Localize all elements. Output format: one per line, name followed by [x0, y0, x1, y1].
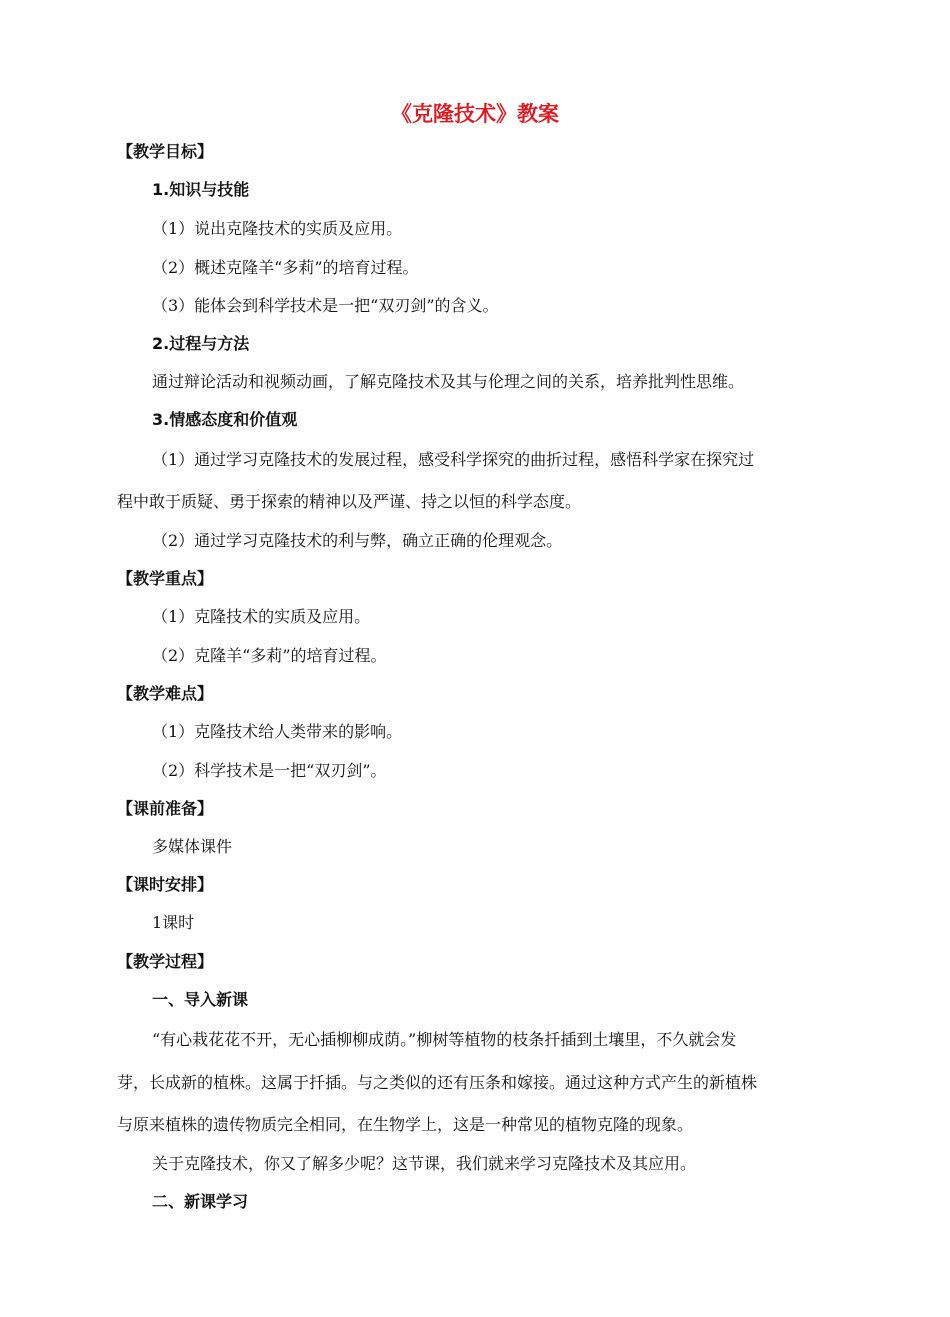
list-item: （2）科学技术是一把“双刃剑”。 [152, 761, 387, 780]
paragraph-continuation: 与原来植株的遗传物质完全相同，在生物学上，这是一种常见的植物克隆的现象。 [117, 1115, 694, 1134]
paragraph: “有心栽花花不开，无心插柳柳成荫。”柳树等植物的枝条扦插到土壤里，不久就会发 [152, 1030, 737, 1049]
document-title: 《克隆技术》教案 [391, 102, 559, 126]
subheading-knowledge-skills: 1.知识与技能 [152, 180, 250, 199]
paragraph-continuation: 芽，长成新的植株。这属于扦插。与之类似的还有压条和嫁接。通过这种方式产生的新植株 [117, 1073, 758, 1092]
list-item: （3）能体会到科学技术是一把“双刃剑”的含义。 [152, 296, 499, 315]
paragraph: 关于克隆技术，你又了解多少呢？这节课，我们就来学习克隆技术及其应用。 [152, 1154, 697, 1173]
paragraph: 多媒体课件 [152, 837, 233, 856]
list-item: （1）克隆技术给人类带来的影响。 [152, 722, 403, 741]
list-item: （2）概述克隆羊“多莉”的培育过程。 [152, 258, 419, 277]
paragraph: 1课时 [152, 913, 195, 932]
section-heading-schedule: 【课时安排】 [117, 875, 214, 894]
paragraph-continuation: 程中敢于质疑、勇于探索的精神以及严谨、持之以恒的科学态度。 [117, 492, 582, 511]
list-item: （1）通过学习克隆技术的发展过程，感受科学探究的曲折过程，感悟科学家在探究过 [152, 450, 755, 469]
list-item: （2）克隆羊“多莉”的培育过程。 [152, 646, 387, 665]
section-heading-key-points: 【教学重点】 [117, 569, 214, 588]
subheading-attitude-values: 3.情感态度和价值观 [152, 410, 298, 429]
list-item: （2）通过学习克隆技术的利与弊，确立正确的伦理观念。 [152, 531, 563, 550]
subheading-new-lesson: 二、新课学习 [152, 1192, 249, 1211]
list-item: （1）克隆技术的实质及应用。 [152, 607, 371, 626]
section-heading-preparation: 【课前准备】 [117, 799, 214, 818]
subheading-intro: 一、导入新课 [152, 990, 249, 1009]
paragraph: 通过辩论活动和视频动画，了解克隆技术及其与伦理之间的关系，培养批判性思维。 [152, 372, 745, 391]
section-heading-difficulties: 【教学难点】 [117, 684, 214, 703]
section-heading-process: 【教学过程】 [117, 952, 214, 971]
list-item: （1）说出克隆技术的实质及应用。 [152, 219, 403, 238]
subheading-process-method: 2.过程与方法 [152, 334, 250, 353]
section-heading-objectives: 【教学目标】 [117, 142, 214, 161]
